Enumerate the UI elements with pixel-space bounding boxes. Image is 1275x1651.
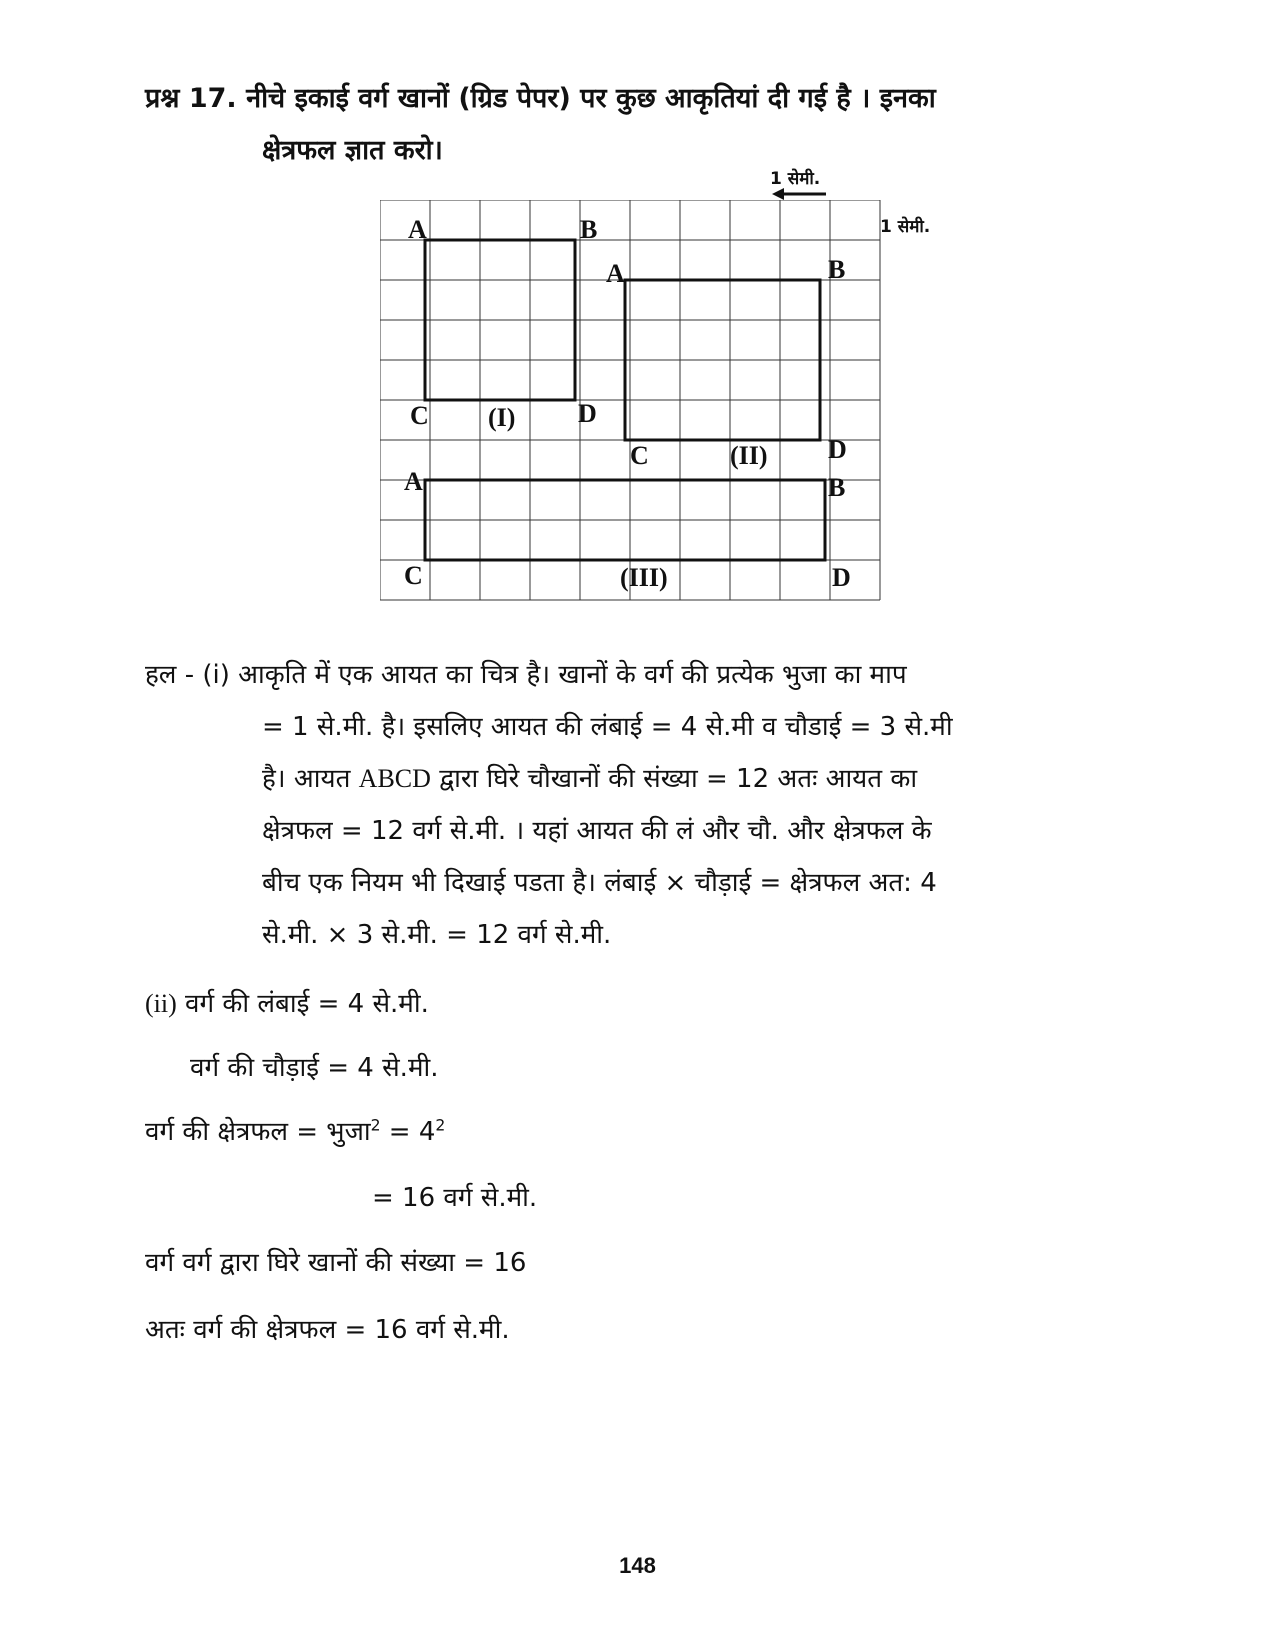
shape-ii-label-c: C — [630, 441, 649, 470]
abcd-label: ABCD — [358, 764, 431, 793]
part-ii-line-1 — [145, 984, 429, 1020]
shape-iii-label-b: B — [828, 473, 846, 502]
part-ii-line-5: वर्ग वर्ग द्वारा घिरे खानों की संख्या = 16 — [145, 1248, 527, 1278]
page-number: 148 — [619, 1553, 656, 1578]
shape-i-label-d: D — [578, 399, 597, 428]
solution-line-6: से.मी. × 3 से.मी. = 12 वर्ग से.मी. — [262, 920, 612, 950]
solution-line-3a: है। आयत — [262, 764, 351, 794]
shape-ii-roman: (II) — [730, 441, 768, 470]
solution-line-3c: द्वारा घिरे चौखानों की संख्या = 12 अतः आयत का — [439, 764, 918, 794]
question-line-2: क्षेत्रफल ज्ञात करो। — [262, 135, 443, 166]
shape-i-label-a: A — [408, 215, 427, 244]
grid-figure — [380, 200, 940, 630]
part-ii-line-3 — [145, 1112, 445, 1148]
shape-iii-label-a: A — [404, 467, 423, 496]
shape-iii-label-d: D — [832, 563, 851, 592]
question-line-1: प्रश्न 17. नीचे इकाई वर्ग खानों (ग्रिड पेपर) पर कुछ आकृतियां दी गई है । इनका — [145, 83, 936, 114]
part-ii-line-4: = 16 वर्ग से.मी. — [372, 1183, 538, 1213]
shape-ii-label-b: B — [828, 255, 846, 284]
solution-line-5: बीच एक नियम भी दिखाई पडता है। लंबाई × चौड़ाई = क्षेत्रफल अत: 4 — [262, 868, 937, 898]
exponent-1: 2 — [370, 1116, 381, 1135]
part-ii-length: वर्ग की लंबाई = 4 से.मी. — [185, 989, 429, 1019]
solution-line-1: हल - (i) आकृति में एक आयत का चित्र है। खानों के वर्ग की प्रत्येक भुजा का माप — [145, 660, 907, 690]
shape-i-roman: (I) — [488, 403, 516, 432]
exponent-2: 2 — [435, 1116, 446, 1135]
grid-paper — [380, 200, 940, 630]
part-ii-area-value: = 4 — [380, 1117, 436, 1147]
shape-i-label-c: C — [410, 401, 429, 430]
shape-iii-roman: (III) — [620, 563, 668, 592]
solution-line-2: = 1 से.मी. है। इसलिए आयत की लंबाई = 4 से.मी व चौडाई = 3 से.मी — [262, 712, 953, 742]
part-ii-line-6: अतः वर्ग की क्षेत्रफल = 16 वर्ग से.मी. — [145, 1315, 510, 1345]
shape-i-label-b: B — [580, 215, 598, 244]
part-ii-line-2: वर्ग की चौड़ाई = 4 से.मी. — [190, 1053, 439, 1083]
scale-label-right: 1 सेमी. — [880, 217, 931, 237]
scale-label-top: 1 सेमी. — [770, 169, 821, 189]
shape-ii-label-d: D — [828, 435, 847, 464]
solution-line-4: क्षेत्रफल = 12 वर्ग से.मी. । यहां आयत की लं और चौ. और क्षेत्रफल के — [262, 816, 932, 846]
part-ii-label: (ii) — [145, 989, 177, 1018]
shape-ii-label-a: A — [606, 259, 625, 288]
shape-iii-label-c: C — [404, 561, 423, 590]
solution-line-3 — [262, 759, 917, 795]
part-ii-area-formula: वर्ग की क्षेत्रफल = भुजा — [145, 1117, 371, 1147]
